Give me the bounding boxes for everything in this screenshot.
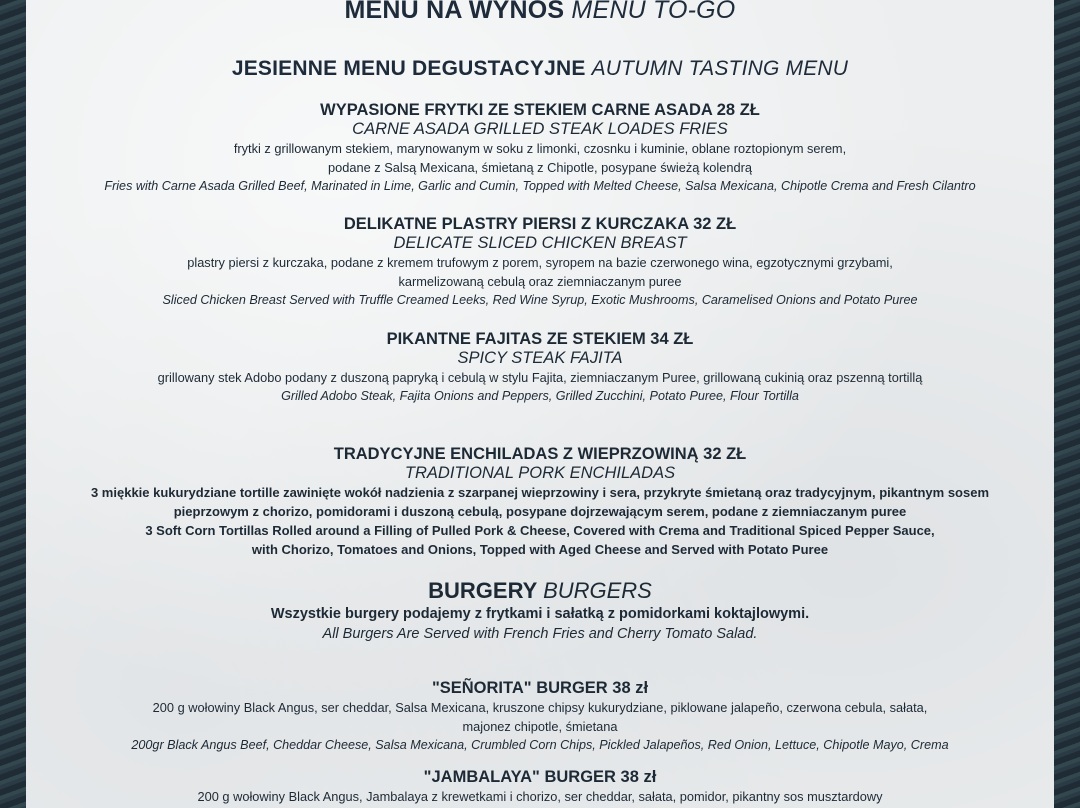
dish-desc-pl: pieprzowym z chorizo, pomidorami i duszoną cebulą, posypane dojrzewającym serem, podane z ziemniaczanym puree	[173, 504, 907, 519]
menu-page	[26, 0, 1054, 808]
burgers-heading	[26, 578, 1054, 604]
dish-desc-en: Grilled Adobo Steak, Fajita Onions and Peppers, Grilled Zucchini, Potato Puree, Flour Tortilla	[281, 389, 799, 403]
burgers-note-en: All Burgers Are Served with French Fries and Cherry Tomato Salad.	[322, 626, 758, 642]
menu-subtitle-en: AUTUMN TASTING MENU	[591, 57, 849, 80]
dish-name-en: CARNE ASADA GRILLED STEAK LOADES FRIES	[352, 120, 728, 138]
left-border-texture	[0, 0, 26, 808]
dish-pork-enchiladas	[26, 444, 1054, 559]
dish-name: PIKANTNE FAJITAS ZE STEKIEM 34 ZŁ	[386, 330, 694, 348]
burger-desc-en: 200gr Black Angus Beef, Cheddar Cheese, Salsa Mexicana, Crumbled Corn Chips, Pickled Jalapeños, Red Onion, Lettuce, Chipotle Mayo, Crema	[131, 738, 949, 752]
dish-name: DELIKATNE PLASTRY PIERSI Z KURCZAKA 32 ZŁ	[343, 215, 737, 233]
dish-desc-en: Sliced Chicken Breast Served with Truffle Creamed Leeks, Red Wine Syrup, Exotic Mushrooms, Caramelised Onions and Potato Puree	[162, 293, 918, 307]
burger-desc-pl: majonez chipotle, śmietana	[462, 719, 618, 734]
burger-desc-pl: 200 g wołowiny Black Angus, ser cheddar, Salsa Mexicana, kruszone chipsy kukurydziane, piklowane jalapeño, czerwona cebula, sałata,	[152, 700, 928, 715]
dish-desc-pl: podane z Salsą Mexicana, śmietaną z Chipotle, posypane świeżą kolendrą	[328, 160, 752, 175]
dish-desc-pl: plastry piersi z kurczaka, podane z kremem trufowym z porem, syropem na bazie czerwonego wina, egzotycznymi grzybami,	[187, 255, 893, 270]
menu-title-en: MENU TO-GO	[571, 0, 736, 24]
burgers-note	[26, 604, 1054, 644]
right-border-texture	[1054, 0, 1080, 808]
dish-carne-asada-fries	[26, 100, 1054, 195]
menu-subtitle	[26, 57, 1054, 81]
burger-desc-pl: 200 g wołowiny Black Angus, Jambalaya z krewetkami i chorizo, ser cheddar, sałata, pomidor, pikantny sos musztardowy	[197, 789, 883, 804]
burgers-note-pl: Wszystkie burgery podajemy z frytkami i sałatką z pomidorkami koktajlowymi.	[270, 606, 810, 622]
dish-desc-pl: 3 miękkie kukurydziane tortille zawinięte wokół nadzienia z szarpanej wieprzowiny i sera, przykryte śmietaną oraz tradycyjnym, pikantnym sosem	[90, 485, 990, 500]
dish-name-en: TRADITIONAL PORK ENCHILADAS	[404, 464, 676, 482]
dish-desc-en: with Chorizo, Tomatoes and Onions, Topped with Aged Cheese and Served with Potato Puree	[251, 542, 829, 557]
dish-chicken-breast	[26, 214, 1054, 309]
menu-subtitle-pl: JESIENNE MENU DEGUSTACYJNE	[231, 57, 586, 80]
burger-senorita	[26, 678, 1054, 754]
menu-title-pl: MENU NA WYNOS	[344, 0, 565, 24]
dish-desc-pl: karmelizowaną cebulą oraz ziemniaczanym puree	[398, 274, 682, 289]
dish-desc-en: Fries with Carne Asada Grilled Beef, Marinated in Lime, Garlic and Cumin, Topped with Melted Cheese, Salsa Mexicana, Chipotle Crema and Fresh Cilantro	[104, 179, 976, 193]
dish-desc-pl: grillowany stek Adobo podany z duszoną papryką i cebulą w stylu Fajita, ziemniaczanym Puree, grillowaną cukinią oraz pszenną tortillą	[157, 370, 923, 385]
burgers-heading-en: BURGERS	[543, 578, 652, 603]
burger-name: "JAMBALAYA" BURGER 38 zł	[423, 768, 657, 786]
dish-name-en: SPICY STEAK FAJITA	[457, 349, 623, 367]
menu-title	[26, 0, 1054, 25]
dish-name-en: DELICATE SLICED CHICKEN BREAST	[393, 234, 687, 252]
dish-desc-pl: frytki z grillowanym stekiem, marynowanym w soku z limonki, czosnku i kuminie, oblane roztopionym serem,	[233, 141, 847, 156]
burger-name: "SEÑORITA" BURGER 38 zł	[431, 679, 649, 697]
dish-desc-en: 3 Soft Corn Tortillas Rolled around a Filling of Pulled Pork & Cheese, Covered with Crema and Traditional Spiced Pepper Sauce,	[145, 523, 935, 538]
dish-name: WYPASIONE FRYTKI ZE STEKIEM CARNE ASADA 28 ZŁ	[320, 101, 760, 119]
dish-steak-fajita	[26, 329, 1054, 405]
burger-jambalaya	[26, 767, 1054, 806]
burgers-heading-pl: BURGERY	[428, 578, 537, 603]
dish-name: TRADYCYJNE ENCHILADAS Z WIEPRZOWINĄ 32 ZŁ	[333, 445, 747, 463]
